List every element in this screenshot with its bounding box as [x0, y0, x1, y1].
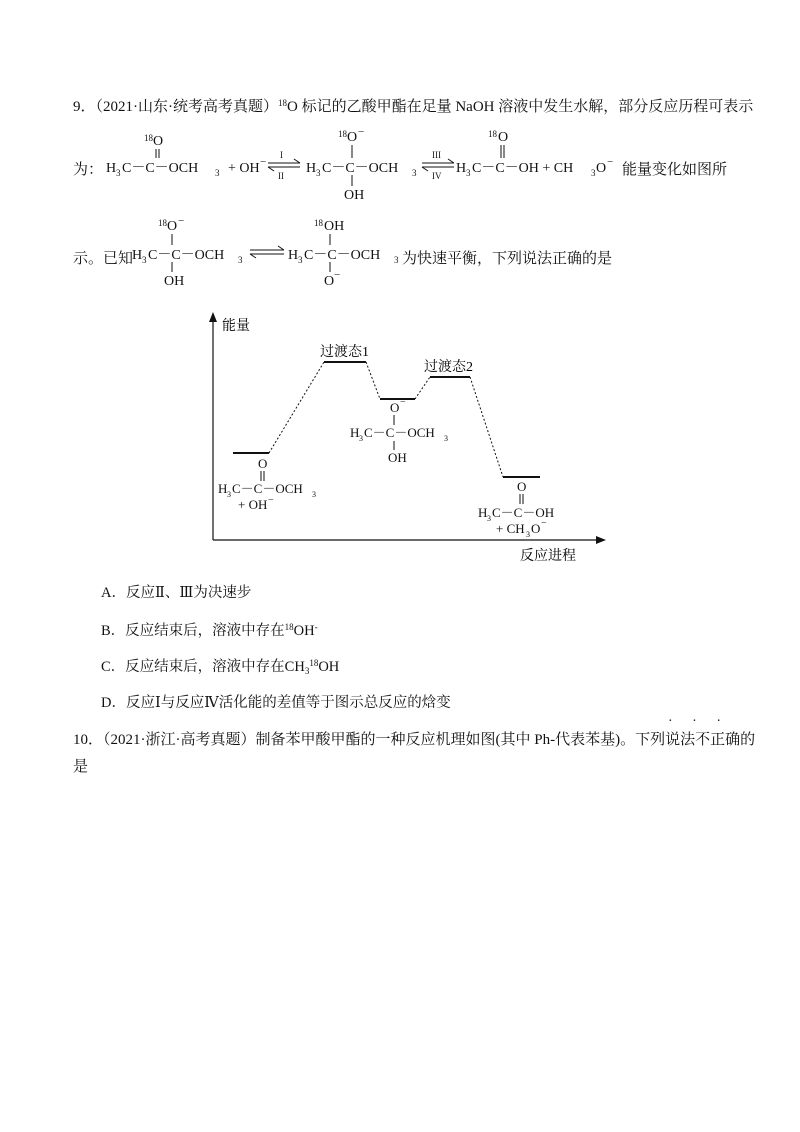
svg-text:−: − [400, 397, 406, 408]
question-number: 9． [73, 99, 96, 115]
product-structure [478, 479, 554, 539]
svg-text:−: − [541, 518, 547, 529]
fast-equilibrium-scheme [130, 212, 400, 294]
transition-state-2-label: 过渡态2 [424, 360, 473, 375]
svg-text:I: I [280, 150, 283, 160]
question-source: （2021·山东·统考高考真题） [95, 99, 279, 115]
x-axis-label: 反应进程 [520, 549, 576, 564]
svg-text:C－C－OCH: C－C－OCH [304, 248, 381, 263]
option-b[interactable]: B．反应结束后，溶液中存在$^{18}$OH- [101, 622, 318, 639]
option-c[interactable]: C．反应结束后，溶液中存在$CH_3^{18}OH$ [101, 658, 340, 676]
svg-text:H: H [106, 161, 117, 176]
svg-text:O: O [258, 456, 268, 471]
svg-text:3: 3 [444, 434, 448, 443]
option-letter: A． [101, 585, 126, 601]
svg-text:18: 18 [314, 218, 323, 228]
svg-text:C－C－OCH: C－C－OCH [122, 161, 199, 176]
svg-text:C－C－OCH: C－C－OCH [322, 161, 399, 176]
svg-text:3: 3 [359, 434, 363, 443]
option-d[interactable] [101, 691, 451, 712]
svg-text:H: H [456, 161, 467, 176]
svg-text:18: 18 [144, 133, 153, 143]
svg-text:O: O [596, 161, 607, 176]
question-10-line-2: 是 [73, 759, 89, 775]
svg-text:−: − [358, 126, 365, 138]
question-10-line-1 [73, 730, 755, 750]
svg-text:C－C－OH + CH: C－C－OH + CH [472, 161, 574, 176]
svg-text:3: 3 [312, 490, 316, 499]
svg-text:+ CH: + CH [496, 521, 525, 536]
question-stem: 制备苯甲酸甲酯的一种反应机理如图(其中 Ph-代表苯基)。下列说法 [255, 732, 696, 748]
svg-text:−: − [334, 269, 341, 281]
svg-text:3: 3 [466, 168, 471, 178]
option-letter: B． [101, 623, 126, 639]
svg-text:O: O [153, 134, 164, 149]
svg-text:H: H [350, 425, 360, 440]
svg-text:3: 3 [227, 490, 231, 499]
svg-text:III: III [432, 150, 441, 160]
y-axis-arrow [209, 312, 217, 322]
svg-text:−: − [260, 156, 267, 168]
option-text: 反应Ⅰ与反应Ⅳ活化能的差值等于图示总反应的焓变 [125, 695, 451, 711]
transition-state-1-label: 过渡态1 [320, 345, 369, 360]
svg-text:3: 3 [591, 168, 596, 178]
svg-text:H: H [478, 505, 488, 520]
svg-text:18: 18 [338, 129, 347, 139]
svg-text:O: O [531, 521, 541, 536]
svg-text:O: O [324, 274, 335, 289]
option-text: 反应结束后，溶液中存在 [125, 623, 285, 639]
svg-text:OH: OH [388, 450, 407, 465]
intermediate-structure [350, 397, 448, 465]
svg-text:O: O [167, 219, 178, 234]
stem-suffix: 能量变化如图所 [622, 162, 728, 178]
reaction-scheme [100, 125, 620, 205]
stem-question: 为快速平衡，下列说法正确的是 [402, 251, 613, 267]
svg-text:OH: OH [324, 219, 345, 234]
svg-text:3: 3 [215, 168, 220, 178]
option-formula: OH [293, 623, 315, 639]
svg-text:H: H [306, 161, 317, 176]
svg-text:3: 3 [412, 168, 417, 178]
svg-text:H: H [288, 248, 299, 263]
svg-text:C－C－OCH: C－C－OCH [232, 481, 303, 496]
svg-text:3: 3 [238, 255, 243, 265]
stem-given: 示。已知 [73, 251, 134, 267]
svg-text:3: 3 [142, 255, 147, 265]
question-number: 10． [73, 732, 104, 748]
y-axis-label: 能量 [222, 319, 250, 334]
emphasis-dots: · · · [668, 714, 729, 729]
svg-text:O: O [347, 130, 358, 145]
option-formula: OH [318, 659, 340, 675]
svg-text:3: 3 [116, 168, 121, 178]
svg-text:IV: IV [432, 171, 442, 181]
svg-text:O: O [390, 400, 400, 415]
svg-text:O: O [498, 130, 509, 145]
svg-text:3: 3 [526, 530, 530, 539]
svg-text:−: − [268, 495, 274, 506]
svg-text:3: 3 [487, 514, 491, 523]
svg-text:OH: OH [164, 274, 185, 289]
option-a[interactable] [101, 581, 251, 602]
reactant-structure [218, 456, 316, 512]
svg-text:18: 18 [488, 129, 497, 139]
svg-text:−: − [607, 156, 614, 168]
svg-text:C－C－OCH: C－C－OCH [364, 425, 435, 440]
option-text: 反应结束后，溶液中存在 [125, 659, 285, 675]
question-stem: O 标记的乙酸甲酯在足量 NaOH 溶液中发生水解，部分反应历程可表示 [287, 99, 754, 115]
emphasized-text: 不正确 [695, 732, 741, 748]
svg-text:C－C－OH: C－C－OH [492, 505, 555, 520]
svg-text:3: 3 [298, 255, 303, 265]
svg-text:H: H [132, 248, 143, 263]
svg-text:O: O [517, 479, 527, 494]
svg-text:H: H [218, 481, 228, 496]
option-text: 反应Ⅱ、Ⅲ为决速步 [125, 585, 252, 601]
svg-text:+ OH: + OH [228, 161, 260, 176]
svg-text:−: − [178, 215, 185, 227]
svg-text:OH: OH [344, 188, 365, 203]
x-axis-arrow [596, 536, 606, 544]
svg-text:II: II [278, 171, 284, 181]
option-letter: D． [101, 695, 126, 711]
question-stem-end: 的 [740, 732, 756, 748]
svg-text:3: 3 [316, 168, 321, 178]
svg-text:C－C－OCH: C－C－OCH [148, 248, 225, 263]
question-9-line-1: 9．（2021·山东·统考高考真题）$^{18}$O 标记的乙酸甲酯在足量 NaOH 溶液中发生水解，部分反应历程可表示 [73, 98, 754, 115]
energy-diagram [200, 308, 620, 568]
svg-text:18: 18 [158, 218, 167, 228]
stem-prefix: 为： [73, 162, 104, 178]
svg-text:+ OH: + OH [238, 497, 268, 512]
option-letter: C． [101, 659, 126, 675]
svg-text:3: 3 [394, 255, 399, 265]
question-source: （2021·浙江·高考真题） [103, 732, 256, 748]
